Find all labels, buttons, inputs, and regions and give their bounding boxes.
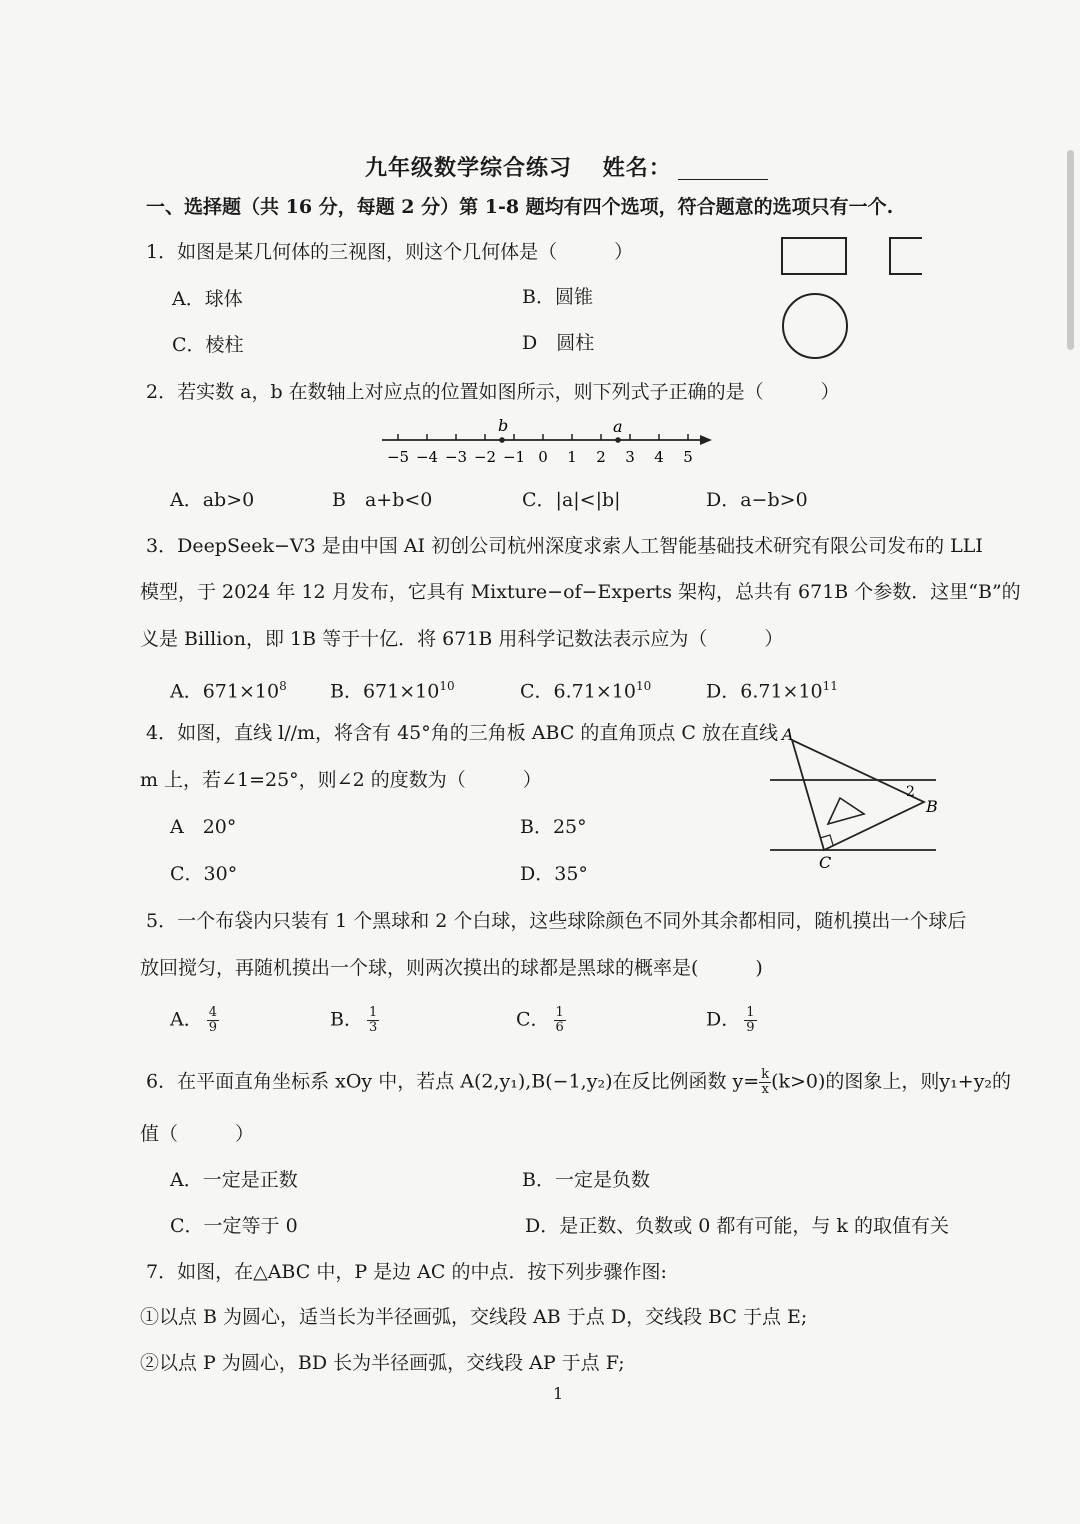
q1-option-a: A．球体 [172, 288, 243, 310]
tick-label: 3 [625, 448, 635, 466]
q6-line-1 [146, 1068, 1011, 1097]
q5-line-2: 放回搅匀，再随机摸出一个球，则两次摸出的球都是黑球的概率是( ) [140, 957, 763, 979]
q7-step-1: ①以点 B 为圆心，适当长为半径画弧，交线段 AB 于点 D，交线段 BC 于点 E; [140, 1306, 808, 1328]
q1-three-views-figure [770, 228, 940, 368]
q3-option-a-exp: 8 [279, 679, 287, 693]
q5-option-a [170, 1006, 219, 1035]
q6-option-c: C．一定等于 0 [170, 1215, 298, 1237]
name-blank[interactable] [678, 159, 768, 180]
label-a: a [613, 417, 623, 436]
point-b [499, 437, 505, 443]
top-view-circle [783, 294, 847, 358]
q4-option-b: B．25° [520, 816, 587, 838]
q2-stem: 2．若实数 a，b 在数轴上对应点的位置如图所示，则下列式子正确的是（ ） [146, 381, 840, 403]
q4-line-1: 4．如图，直线 l//m，将含有 45°角的三角板 ABC 的直角顶点 C 放在直线 [146, 722, 779, 744]
label-C: C [819, 853, 832, 872]
label-B: B [926, 797, 938, 816]
tick-label: −1 [502, 448, 526, 466]
scrollbar[interactable] [1067, 150, 1074, 350]
label-A: A [782, 725, 794, 744]
label-b: b [498, 416, 509, 435]
q3-option-c-base: C．6.71×10 [520, 680, 636, 703]
q5-line-1: 5．一个布袋内只装有 1 个黑球和 2 个白球，这些球除颜色不同外其余都相同，随机摸出一个球后 [146, 910, 967, 932]
q1-option-d: D 圆柱 [522, 332, 595, 354]
tick-label: 1 [567, 448, 577, 466]
q3-line-3: 义是 Billion，即 1B 等于十亿．将 671B 用科学记数法表示应为（ ） [140, 628, 784, 650]
q3-option-d [706, 674, 838, 703]
q3-option-a [170, 674, 287, 703]
numerator: 1 [746, 1005, 755, 1020]
q6-option-b: B．一定是负数 [522, 1169, 650, 1191]
triangle-abc [792, 740, 924, 850]
q6-line-1-post: (k>0)的图象上，则y₁+y₂的 [771, 1070, 1012, 1093]
front-view-rect [782, 238, 846, 274]
q6-line-1-pre: 6．在平面直角坐标系 xOy 中，若点 A(2,y₁),B(−1,y₂)在反比例函数 y= [146, 1070, 760, 1093]
fraction [554, 1006, 566, 1035]
numerator: 4 [208, 1005, 218, 1020]
tick-label: −3 [444, 448, 468, 466]
denominator: 6 [555, 1020, 564, 1035]
side-view-rect [890, 238, 922, 274]
q5-option-a-label: A． [170, 1008, 203, 1031]
q2-option-a: A．ab>0 [170, 489, 255, 511]
q5-option-b-label: B． [330, 1008, 363, 1031]
q2-option-d: D．a−b>0 [706, 489, 808, 511]
q4-line-2: m 上，若∠1=25°，则∠2 的度数为（ ） [140, 769, 542, 791]
q3-option-a-base: A．671×10 [170, 680, 280, 703]
q4-option-c: C．30° [170, 863, 238, 885]
tick-label: −2 [473, 448, 497, 466]
q3-line-2: 模型，于 2024 年 12 月发布，它具有 Mixture−of−Experts 架构，总共有 671B 个参数．这里“B”的 [140, 581, 1021, 603]
q5-option-b [330, 1006, 379, 1035]
q3-option-b-base: B．671×10 [330, 680, 440, 703]
q5-option-d [706, 1006, 757, 1035]
q6-option-d: D．是正数、负数或 0 都有可能，与 k 的取值有关 [525, 1215, 949, 1237]
q4-option-a: A 20° [170, 816, 237, 838]
q3-option-c [520, 674, 651, 703]
label-angle-2: 2 [906, 784, 915, 800]
title-text: 九年级数学综合练习 [365, 155, 573, 181]
fraction [367, 1006, 379, 1035]
q3-line-1: 3．DeepSeek−V3 是由中国 AI 初创公司杭州深度求索人工智能基础技术研究有限公司发布的 LLI [146, 535, 983, 557]
q1-option-b: B．圆锥 [522, 286, 593, 308]
tick-label: −4 [415, 448, 439, 466]
q1-stem: 1．如图是某几何体的三视图，则这个几何体是（ ） [146, 241, 634, 263]
point-a [615, 437, 621, 443]
q3-option-b-exp: 10 [439, 679, 455, 693]
fraction [744, 1006, 756, 1035]
denominator: 9 [208, 1020, 218, 1035]
numerator: k [761, 1067, 770, 1082]
q3-option-d-base: D．6.71×10 [706, 680, 823, 703]
numerator: 1 [368, 1005, 378, 1020]
q4-option-d: D．35° [520, 863, 588, 885]
q6-option-a: A．一定是正数 [170, 1169, 298, 1191]
tick-label: 2 [596, 448, 606, 466]
page-number: 1 [553, 1384, 564, 1403]
q3-option-d-exp: 11 [822, 679, 838, 693]
name-label: 姓名： [602, 155, 672, 181]
q3-option-b [330, 674, 455, 703]
numerator: 1 [555, 1005, 564, 1020]
fraction-k-over-x [759, 1068, 771, 1097]
page-title [365, 156, 768, 180]
q2-option-c: C．|a|<|b| [522, 489, 621, 511]
tick-label: 0 [538, 448, 548, 466]
tick-label: 4 [654, 448, 664, 466]
axis-arrow [700, 435, 712, 445]
q4-triangle-figure [764, 722, 944, 872]
q5-option-c [516, 1006, 566, 1035]
q7-step-2: ②以点 P 为圆心，BD 长为半径画弧，交线段 AP 于点 F; [140, 1352, 625, 1374]
q1-option-c: C．棱柱 [172, 334, 244, 356]
q5-option-d-label: D． [706, 1008, 741, 1031]
q3-option-c-exp: 10 [635, 679, 652, 693]
denominator: 9 [746, 1020, 755, 1035]
q5-option-c-label: C． [516, 1008, 550, 1031]
q6-line-2: 值（ ） [140, 1123, 255, 1145]
q2-option-b: B a+b<0 [332, 489, 433, 511]
section-heading: 一、选择题（共 16 分，每题 2 分）第 1-8 题均有四个选项，符合题意的选项只有一个. [146, 196, 894, 218]
tick-label: 5 [683, 448, 693, 466]
q7-stem: 7．如图，在△ABC 中，P 是边 AC 的中点．按下列步骤作图: [146, 1261, 667, 1283]
tick-label: −5 [386, 448, 410, 466]
denominator: 3 [368, 1020, 378, 1035]
inner-triangle [828, 798, 864, 824]
q2-number-line [376, 412, 721, 472]
denominator: x [761, 1082, 769, 1097]
fraction [207, 1006, 219, 1035]
